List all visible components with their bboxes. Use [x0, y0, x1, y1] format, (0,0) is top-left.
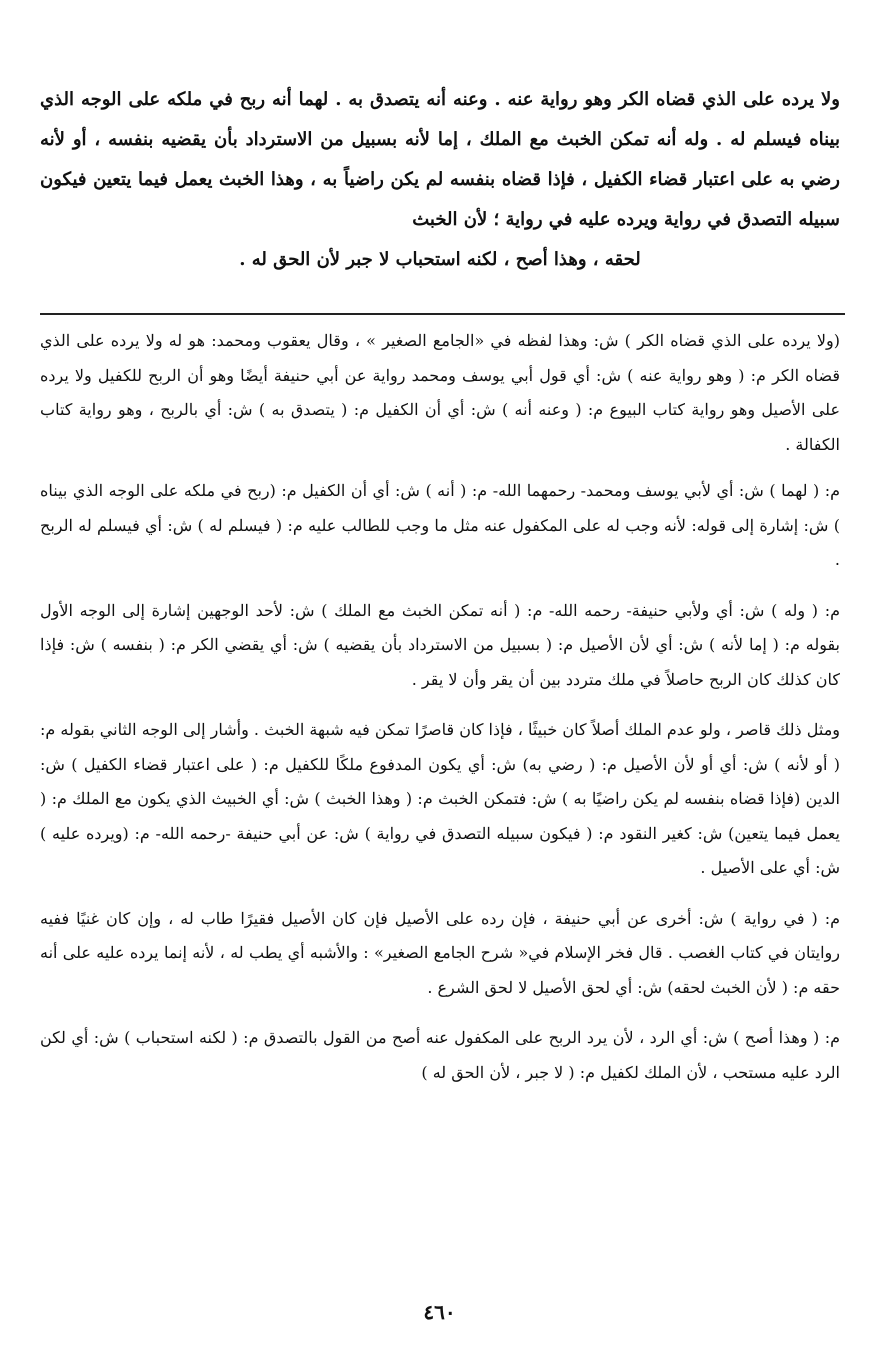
commentary-paragraph: (ولا يرده على الذي قضاه الكر ) ش: وهذا لفظه في «الجامع الصغير » ، وقال يعقوب ومحمد: هو له ولا يرده على الذي قضاه الكر م: ( وهو رواية عنه ) ش: أي قول أبي يوسف ومحمد رواية عن أبي حنيفة أيضًا وهو أن الربح للكفيل ولا يرده على الأصيل وهو رواية كتاب البيوع م: ( وعنه أنه ) ش: أي أن الكفيل م: ( يتصدق به ) ش: أي بالربح ، وهو رواية كتاب الكفالة .	[40, 331, 841, 454]
commentary-paragraph: ومثل ذلك قاصر ، ولو عدم الملك أصلاً كان خبيثًا ، فإذا كان قاصرًا تمكن فيه شبهة الخبث . وأشار إلى الوجه الثاني بقوله م: ( أو لأنه ) ش: أي أو لأن الأصيل م: ( رضي به) ش: أي يكون المدفوع ملكًا للكفيل م: ( على اعتبار قضاء الكفيل ) ش: الدين (فإذا قضاه بنفسه لم يكن راضيًا به ) ش: فتمكن الخبث م: ( وهذا الخبث ) ش: أي الخبيث الذي يكون مع الملك م: ( يعمل فيما يتعين) ش: كغير النقود م: ( فيكون سبيله التصدق في رواية ) ش: عن أبي حنيفة -رحمه الله- م: (ويرده عليه ) ش: أي على الأصيل .	[40, 720, 841, 877]
page-number: ٤٦٠	[423, 1300, 456, 1324]
commentary-paragraph: م: ( وله ) ش: أي ولأبي حنيفة- رحمه الله- م: ( أنه تمكن الخبث مع الملك ) ش: لأحد الوجهين إشارة إلى الوجه الأول بقوله م: ( إما لأنه ) ش: أي لأن الأصيل م: ( بسبيل من الاسترداد بأن يقضيه ) ش: أي يقضي الكر م: ( بنفسه ) ش: فإذا كان كذلك كان الربح حاصلاً في ملك متردد بين أن يقر وأن لا يقر .	[40, 600, 840, 689]
main-text-block	[40, 80, 840, 280]
main-text-final-line: لحقه ، وهذا أصح ، لكنه استحباب لا جبر لأن الحق له .	[239, 249, 641, 270]
commentary-paragraph: م: ( وهذا أصح ) ش: أي الرد ، لأن يرد الربح على المكفول عنه أصح من القول بالتصدق م: ( لكنه استحباب ) ش: أي لكن الرد عليه مستحب ، لأن الملك لكفيل م: ( لا جبر ، لأن الحق له )	[40, 1028, 841, 1082]
commentary-paragraph: م: ( في رواية ) ش: أخرى عن أبي حنيفة ، فإن رده على الأصيل فإن كان الأصيل فقيرًا طاب له ، وإن كان غنيًا ففيه روايتان في كتاب الغصب . قال فخر الإسلام في« شرح الجامع الصغير» : والأشبه أي يطب له ، لأنه إنما يرده عليه على أنه حقه م: ( لأن الخبث لحقه) ش: أي لحق الأصيل لا لحق الشرع .	[40, 908, 841, 997]
commentary-block	[40, 324, 840, 1106]
commentary-paragraph: م: ( لهما ) ش: أي لأبي يوسف ومحمد- رحمهما الله- م: ( أنه ) ش: أي أن الكفيل م: (ربح في ملكه على الوجه الذي بيناه ) ش: إشارة إلى قوله: لأنه وجب له على المكفول عنه مثل ما وجب للطالب عليه م: ( فيسلم له ) ش: أي فيسلم له الربح .	[40, 481, 841, 569]
main-text-paragraph: ولا يرده على الذي قضاه الكر وهو رواية عنه . وعنه أنه يتصدق به . لهما أنه ربح في ملكه على الوجه الذي بيناه فيسلم له . وله أنه تمكن الخبث مع الملك ، إما لأنه بسبيل من الاسترداد بأن يقضيه بنفسه ، أو لأنه رضي به على اعتبار قضاء الكفيل ، فإذا قضاه بنفسه لم يكن راضياً به ، وهذا الخبث يعمل فيما يتعين فيكون سبيله التصدق في رواية ويرده عليه في رواية ؛ لأن الخبث	[40, 89, 840, 230]
section-divider	[40, 313, 845, 315]
